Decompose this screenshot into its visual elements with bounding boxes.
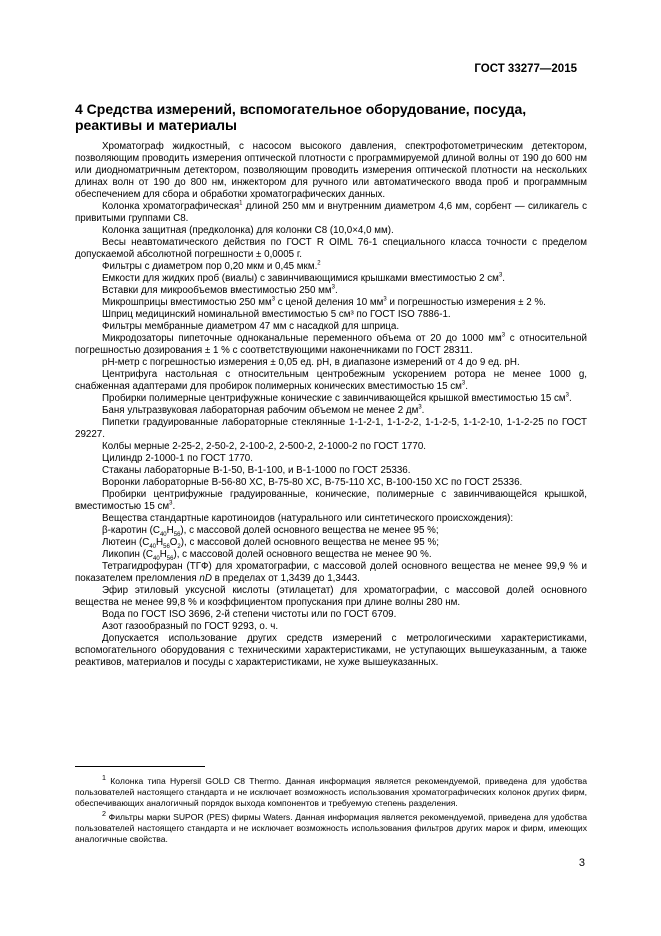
paragraph: Вещества стандартные каротиноидов (натурального или синтетического происхождения): xyxy=(102,513,514,524)
paragraph: Воронки лабораторные B-56-80 XC, B-75-80 XC, B-75-110 XC, B-100-150 XC по ГОСТ 25336. xyxy=(102,477,523,488)
paragraph: Лютеин $(C_{40}H_{56}O_2)$, с массовой долей основного вещества не менее 95 %; xyxy=(102,537,439,550)
paragraph: Допускается использование других средств измерений с метрологическими характеристиками, вспомогательного оборудования с техническими характеристиками, не уступающих вышеуказанным, а также реактивов, материалов и посуды с характеристиками, не хуже вышеуказанных. xyxy=(75,633,587,668)
paragraph: Колбы мерные 2-25-2, 2-50-2, 2-100-2, 2-500-2, 2-1000-2 по ГОСТ 1770. xyxy=(102,441,426,452)
paragraph: Хроматограф жидкостный, с насосом высокого давления, спектрофотометрическим детектором, позволяющим проводить измерения оптической плотности с программируемой длиной волны от 190 до 600 нм или диодноматричным детектором, позволяющим проводить измерения оптической плотности на нескольких длинах волн от 190 до 800 нм, инжектором для ручного или автоматического ввода проб и программным обеспечением для сбора и обработки хроматографических данных. xyxy=(75,141,587,200)
paragraph: Баня ультразвуковая лабораторная рабочим объемом не менее 2 $дм^3$. xyxy=(102,404,425,416)
section-body xyxy=(75,141,587,669)
footnote-2: $^2$ Фильтры марки SUPOR (PES) фирмы Waters. Данная информация является рекомендуемой, приведена для удобства пользователей настоящего стандарта и не исключает возможность использования фильтров других марок и фирм, имеющих аналогичные свойства. xyxy=(75,809,587,844)
paragraph: Колонка защитная (предколонка) для колонки C8 (10,0×4,0 мм). xyxy=(102,225,394,236)
footnotes xyxy=(75,773,587,845)
paragraph: Вставки для микрообъемов вместимостью 250 $мм^3$. xyxy=(102,284,338,296)
footnote-1: $^1$ Колонка типа Hypersil GOLD C8 Thermo. Данная информация является рекомендуемой, приведена для удобства пользователей настоящего стандарта и не исключает возможность использования хроматографических колонок других фирм, обеспечивающих аналогичный порядок выхода компонентов и требуемую степень разделения. xyxy=(75,774,587,808)
paragraph: Пипетки градуированные лабораторные стеклянные 1-1-2-1, 1-1-2-2, 1-1-2-5, 1-1-2-10, 1-1-2-25 по ГОСТ 29227. xyxy=(75,417,587,440)
paragraph: Азот газообразный по ГОСТ 9293, о. ч. xyxy=(102,621,279,632)
paragraph: Пробирки центрифужные градуированные, конические, полимерные с завинчивающейся крышкой, вместимостью 15 $см^3$. xyxy=(75,489,587,512)
document-header: ГОСТ 33277—2015 xyxy=(474,63,577,75)
paragraph: Емкости для жидких проб (виалы) с завинчивающимися крышками вместимостью 2 $см^3$. xyxy=(102,272,506,284)
paragraph: Весы неавтоматического действия по ГОСТ R OIML 76-1 специального класса точности с пределом допускаемой абсолютной погрешности ± 0,0005 г. xyxy=(75,237,587,260)
paragraph: Стаканы лабораторные B-1-50, B-1-100, и B-1-1000 по ГОСТ 25336. xyxy=(102,465,411,476)
paragraph: Фильтры мембранные диаметром 47 мм с насадкой для шприца. xyxy=(102,321,400,332)
paragraph: Микродозаторы пипеточные одноканальные переменного объема от 20 до 1000 $мм^3$ с относительной погрешностью дозирования ± 1 % с соответствующими наконечниками по ГОСТ 28311. xyxy=(75,332,587,356)
paragraph: Тетрагидрофуран (ТГФ) для хроматографии, с массовой долей основного вещества не менее 99,9 % и показателем преломления nD в пределах от 1,3439 до 1,3443. xyxy=(75,561,587,584)
page-number: 3 xyxy=(578,857,585,869)
paragraph: Центрифуга настольная с относительным центробежным ускорением ротора не менее 1000 g, снабженная адаптерами для пробирок полимерных конических вместимостью 15 $см^3$. xyxy=(75,369,587,392)
paragraph: β-каротин $(C_{40}H_{56})$, с массовой долей основного вещества не менее 95 %; xyxy=(102,525,439,538)
paragraph: Микрошприцы вместимостью 250 $мм^3$ с ценой деления 10 $мм^3$ и погрешностью измерения ± 2 %. xyxy=(102,296,546,308)
paragraph: Колонка хроматографическая$^1$ длиной 250 мм и внутренним диаметром 4,6 мм, сорбент — силикагель с привитыми группами C8. xyxy=(75,200,587,224)
footnote-divider xyxy=(75,766,205,767)
section-title: 4 Средства измерений, вспомогательное оборудование, посуда, реактивы и материалы xyxy=(75,101,527,133)
paragraph: pH-метр с погрешностью измерения ± 0,05 ед. pH, в диапазоне измерений от 4 до 9 ед. pH. xyxy=(102,357,520,368)
paragraph: Эфир этиловый уксусной кислоты (этилацетат) для хроматографии, с массовой долей основного вещества не менее 99,8 % и коэффициентом пропускания при длине волны 280 нм. xyxy=(75,585,587,608)
paragraph: Цилиндр 2-1000-1 по ГОСТ 1770. xyxy=(102,453,253,464)
paragraph: Ликопин $(C_{40}H_{56})$, с массовой долей основного вещества не менее 90 %. xyxy=(102,549,432,562)
paragraph: Фильтры с диаметром пор 0,20 мкм и 0,45 мкм.$^2$ xyxy=(102,260,321,272)
paragraph: Шприц медицинский номинальной вместимостью 5 см³ по ГОСТ ISO 7886-1. xyxy=(102,309,451,320)
paragraph: Пробирки полимерные центрифужные конические с завинчивающейся крышкой вместимостью 15 $см^3$. xyxy=(102,392,572,404)
paragraph: Вода по ГОСТ ISO 3696, 2-й степени чистоты или по ГОСТ 6709. xyxy=(102,609,397,620)
